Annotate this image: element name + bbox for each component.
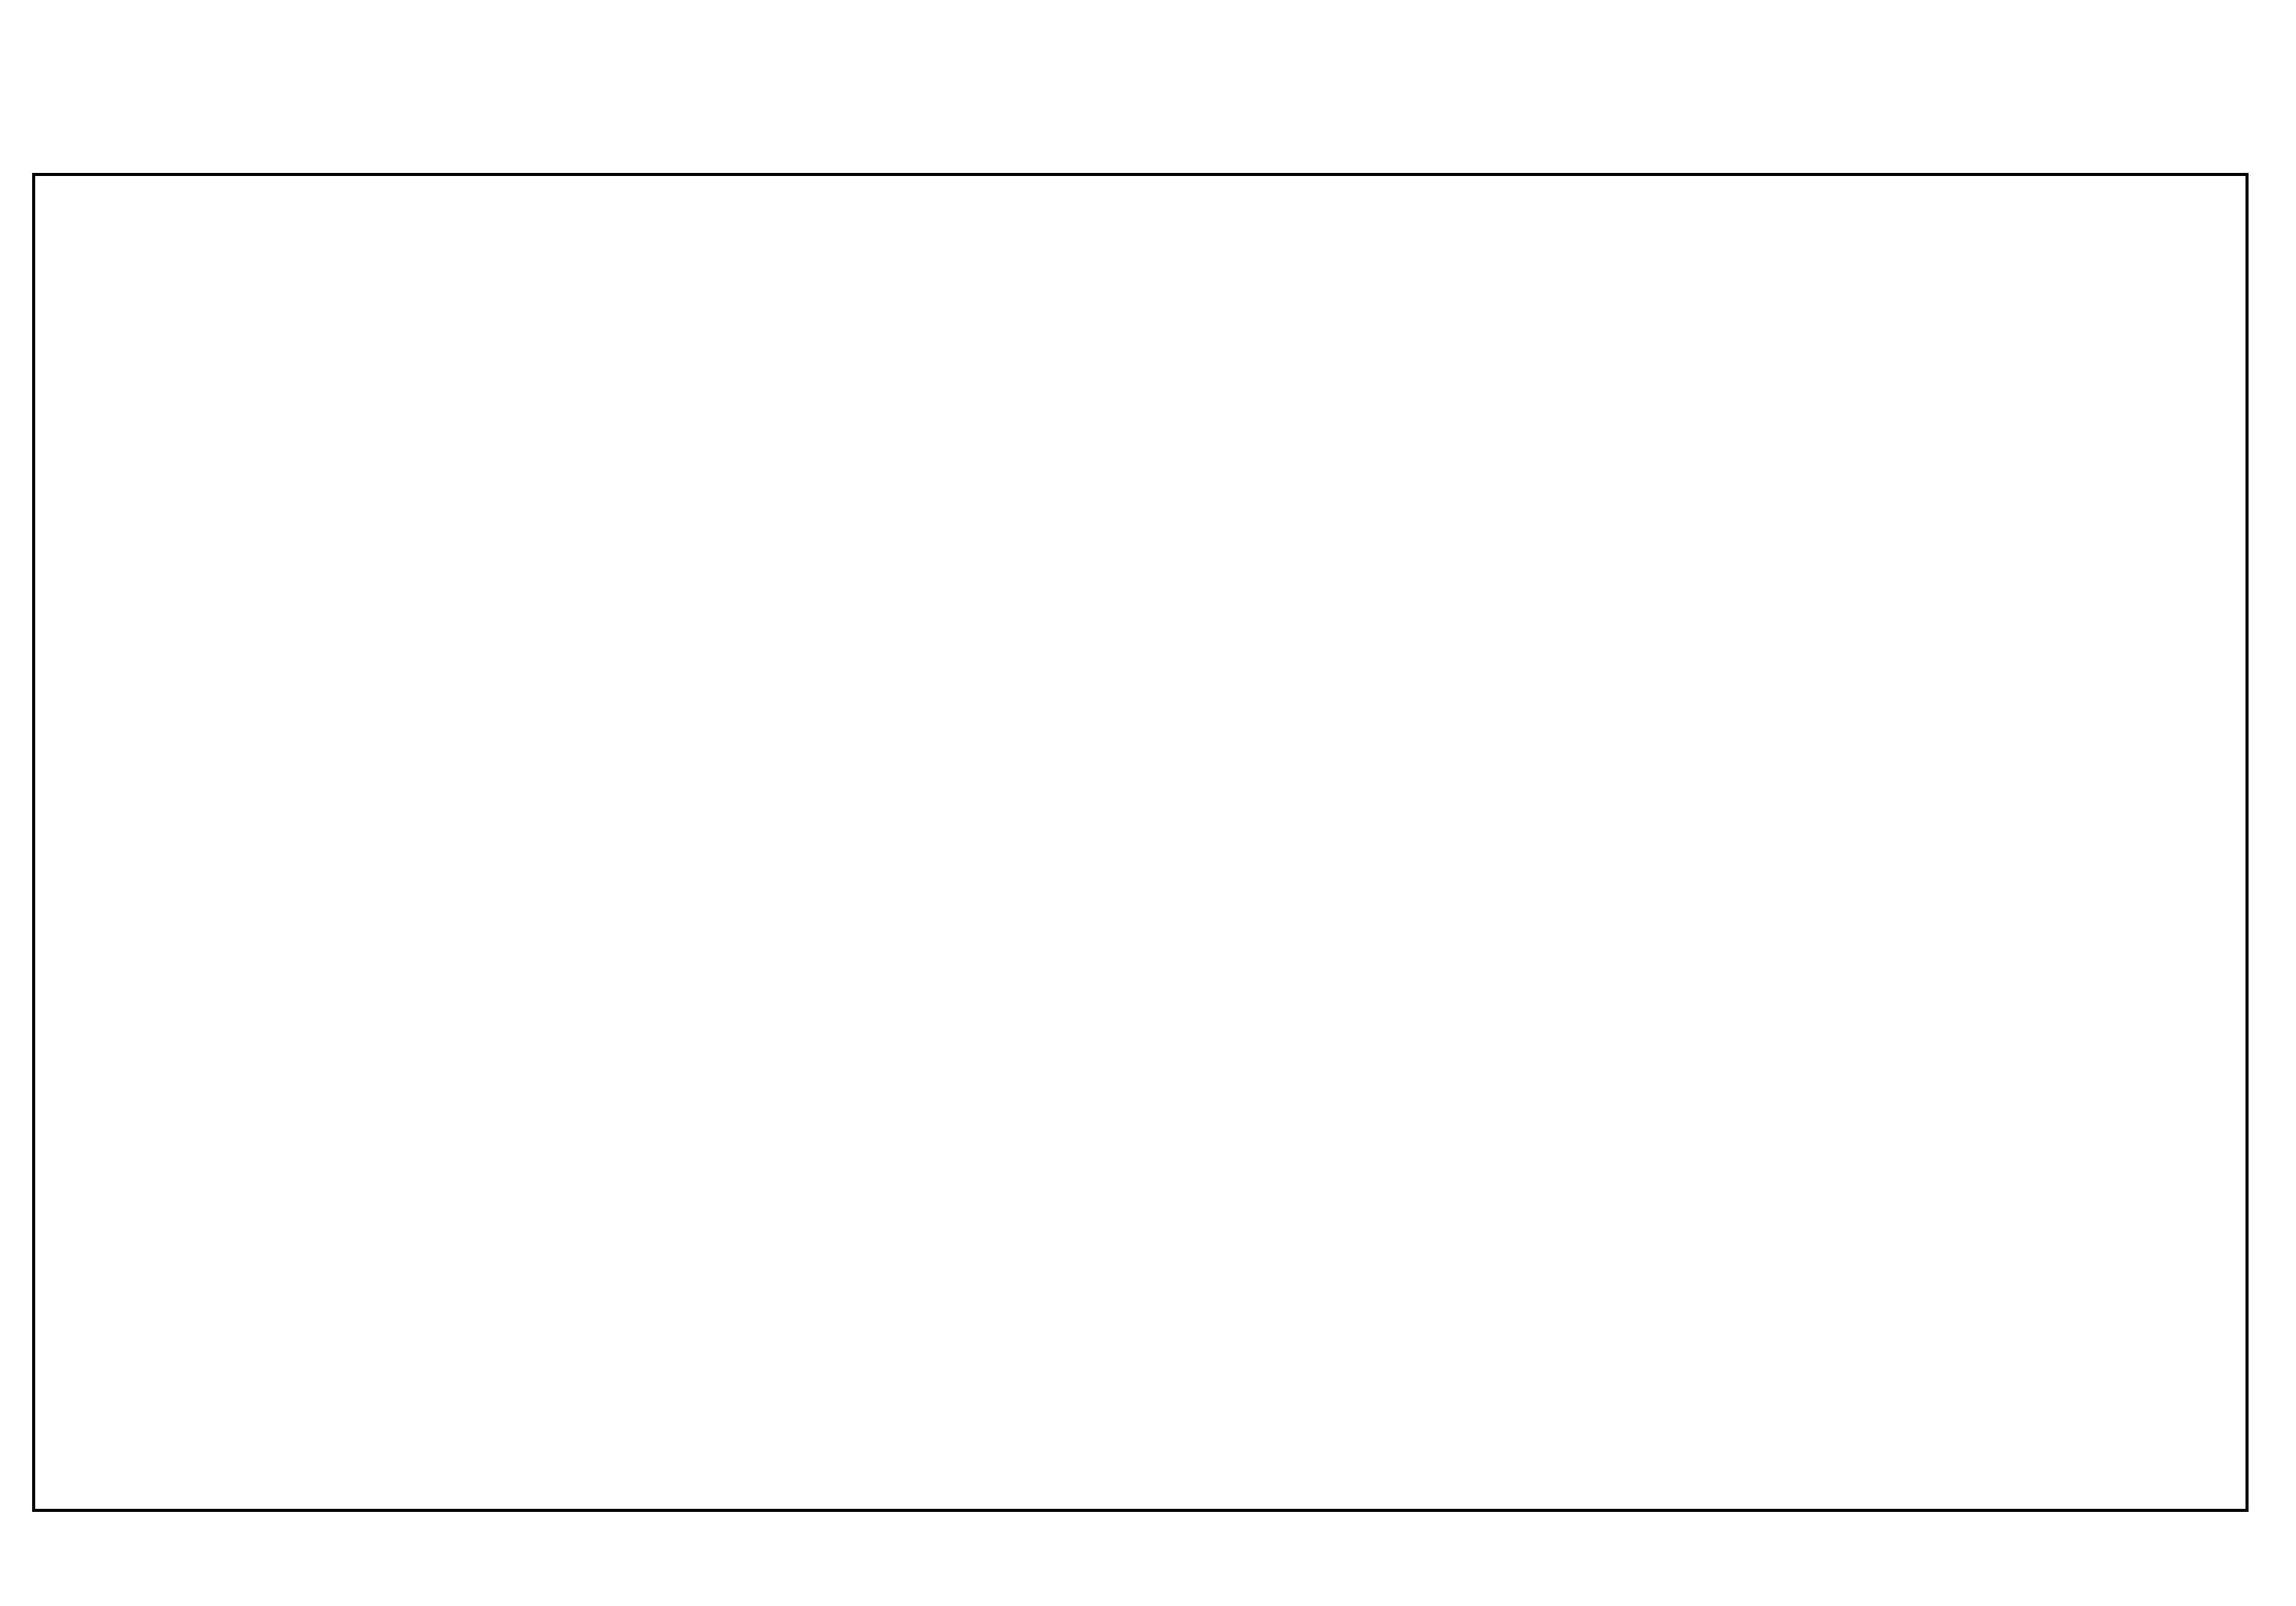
timetable-grid [32, 173, 2249, 1512]
